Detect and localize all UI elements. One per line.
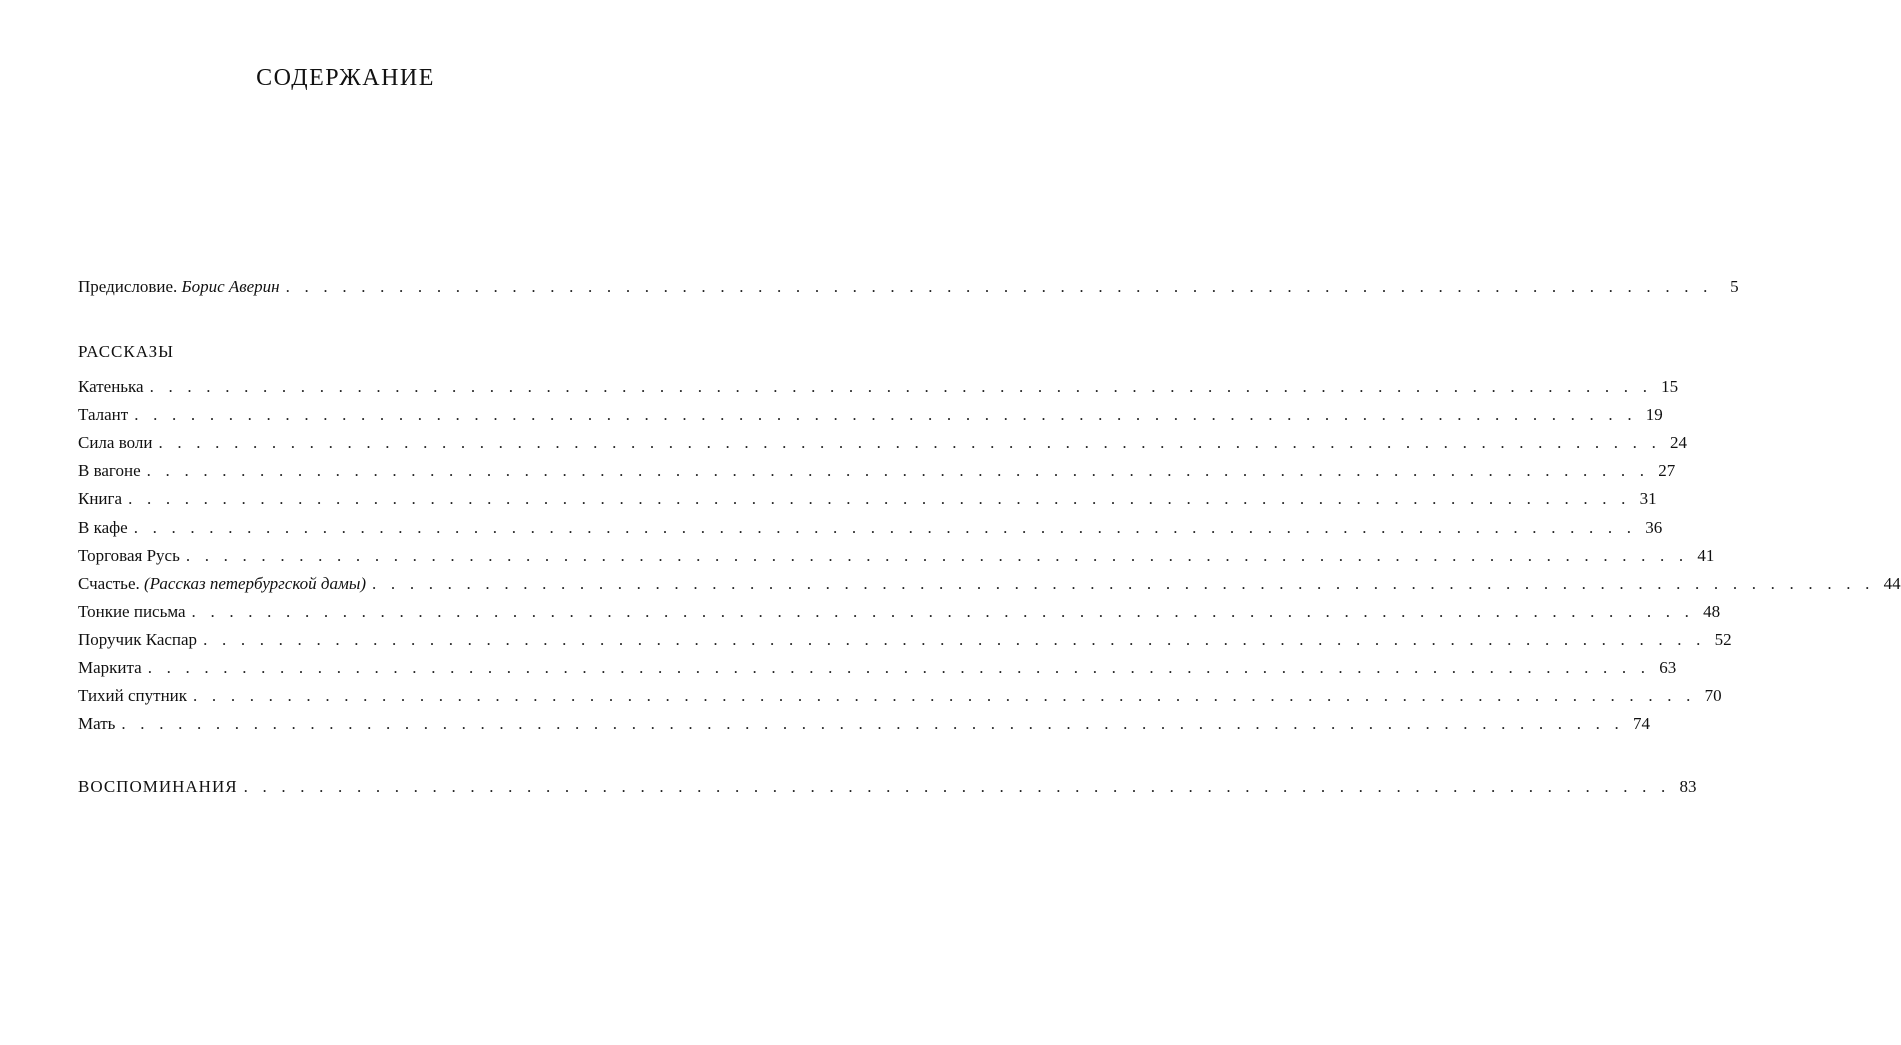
toc-entry-title: Предисловие. xyxy=(78,277,178,296)
toc-entry-title: Торговая Русь xyxy=(78,545,180,565)
toc-entry-story xyxy=(78,544,1715,568)
toc-entry-label xyxy=(78,431,158,455)
toc-entry-page: 19 xyxy=(1645,405,1663,425)
dot-leader: . . . . . . . . . . . . . . . . . . . . . . . . . . . . . . . . . . . . . . . . . . . . . . . . . . . . . . . . . . . . . . . . . . . . . . . . . . . . xyxy=(285,277,1713,296)
toc-entry-story xyxy=(78,487,1657,511)
dot-leader: . . . . . . . . . . . . . . . . . . . . . . . . . . . . . . . . . . . . . . . . . . . . . . . . . . . . . . . . . . . . . . . . . . . . . . . . . . . . . . . . xyxy=(158,433,1662,453)
toc-entry-title: ВОСПОМИНАНИЯ xyxy=(78,777,238,796)
dot-leader: . . . . . . . . . . . . . . . . . . . . . . . . . . . . . . . . . . . . . . . . . . . . . . . . . . . . . . . . . . . . . . . . . . . . . . . . . . . . . . . . xyxy=(128,489,1631,509)
toc-entry-preface xyxy=(78,275,1739,299)
toc-entry-page: 24 xyxy=(1670,433,1688,453)
toc-entry-label xyxy=(78,684,193,708)
toc-entry-story xyxy=(78,600,1721,624)
toc-entry-label xyxy=(78,403,134,427)
toc-entry-title: Сила воли xyxy=(78,433,153,453)
section-heading-stories: РАССКАЗЫ xyxy=(78,342,174,361)
toc-entry-page: 36 xyxy=(1645,517,1663,537)
dot-leader: . . . . . . . . . . . . . . . . . . . . . . . . . . . . . . . . . . . . . . . . . . . . . . . . . . . . . . . . . . . . . . . . . . . . . . . . . . . . . . . . xyxy=(121,714,1624,734)
toc-entry-title: Поручик Каспар xyxy=(78,629,198,649)
toc-entry-label xyxy=(78,572,372,596)
toc-entry-label xyxy=(78,275,286,299)
dot-leader: . . . . . . . . . . . . . . . . . . . . . . . . . . . . . . . . . . . . . . . . . . . . . . . . . . . . . . . . . . . . . . . . . . . . . . . . . . . . . . . . xyxy=(134,405,1637,425)
toc-entry-title: В вагоне xyxy=(78,461,141,481)
toc-entry-page: 48 xyxy=(1703,601,1721,621)
dot-leader: . . . . . . . . . . . . . . . . . . . . . . . . . . . . . . . . . . . . . . . . . . . . . . . . . . . . . . . . . . . . . . . . . . . . . . . . . . . . xyxy=(243,777,1671,796)
toc-entry-story xyxy=(78,572,1901,596)
toc-entry-title: Книга xyxy=(78,489,123,509)
toc-entry-page: 74 xyxy=(1632,714,1650,734)
dot-leader: . . . . . . . . . . . . . . . . . . . . . . . . . . . . . . . . . . . . . . . . . . . . . . . . . . . . . . . . . . . . . . . . . . . . . . . . . . . . . . . . xyxy=(149,377,1653,396)
toc-entry-story xyxy=(78,459,1676,483)
toc-entry-label xyxy=(78,775,244,799)
toc-entry-page: 52 xyxy=(1714,629,1732,649)
toc-entry-page: 70 xyxy=(1704,686,1722,706)
toc-entry-title: В кафе xyxy=(78,517,128,537)
toc-entry-story xyxy=(78,712,1650,736)
toc-entry-page: 44 xyxy=(1883,573,1901,593)
toc-entry-label xyxy=(78,516,134,540)
toc-entry-author: Борис Аверин xyxy=(181,277,280,296)
toc-entry-title: Катенька xyxy=(78,377,144,396)
dot-leader: . . . . . . . . . . . . . . . . . . . . . . . . . . . . . . . . . . . . . . . . . . . . . . . . . . . . . . . . . . . . . . . . . . . . . . . . . . . . . . . . xyxy=(185,545,1689,565)
dot-leader: . . . . . . . . . . . . . . . . . . . . . . . . . . . . . . . . . . . . . . . . . . . . . . . . . . . . . . . . . . . . . . . . . . . . . . . . . . . . . . . . xyxy=(193,686,1696,706)
toc-entry-title: Тонкие письма xyxy=(78,601,186,621)
dot-leader: . . . . . . . . . . . . . . . . . . . . . . . . . . . . . . . . . . . . . . . . . . . . . . . . . . . . . . . . . . . . . . . . . . . . . . . . . . . . . . . . xyxy=(133,517,1637,537)
toc-entry-page: 5 xyxy=(1730,277,1739,296)
dot-leader: . . . . . . . . . . . . . . . . . . . . . . . . . . . . . . . . . . . . . . . . . . . . . . . . . . . . . . . . . . . . . . . . . . . . . . . . . . . . . . . . xyxy=(191,601,1695,621)
toc-entry-page: 31 xyxy=(1639,489,1657,509)
dot-leader: . . . . . . . . . . . . . . . . . . . . . . . . . . . . . . . . . . . . . . . . . . . . . . . . . . . . . . . . . . . . . . . . . . . . . . . . . . . . . . . . xyxy=(372,573,1875,593)
toc-entry-title: Талант xyxy=(78,405,129,425)
toc-entry-story xyxy=(78,628,1732,652)
dot-leader: . . . . . . . . . . . . . . . . . . . . . . . . . . . . . . . . . . . . . . . . . . . . . . . . . . . . . . . . . . . . . . . . . . . . . . . . . . . . . . . . xyxy=(147,658,1651,677)
toc-entry-page: 83 xyxy=(1679,777,1697,796)
toc-entry-title: Мать xyxy=(78,714,116,734)
toc-entry-story xyxy=(78,656,1677,680)
toc-entry-label xyxy=(78,544,186,568)
toc-entry-story xyxy=(78,516,1663,540)
toc-entry-page: 63 xyxy=(1659,658,1677,677)
toc-entry-story xyxy=(78,403,1663,427)
toc-entry-page: 27 xyxy=(1658,461,1676,481)
toc-entry-page: 41 xyxy=(1697,545,1715,565)
toc-entry-label xyxy=(78,459,147,483)
dot-leader: . . . . . . . . . . . . . . . . . . . . . . . . . . . . . . . . . . . . . . . . . . . . . . . . . . . . . . . . . . . . . . . . . . . . . . . . . . . . . . . . xyxy=(203,629,1706,649)
toc-entry-memoirs xyxy=(78,775,1697,799)
toc-entry-label xyxy=(78,487,128,511)
toc-entry-title: Тихий спутник xyxy=(78,686,188,706)
page-title: СОДЕРЖАНИЕ xyxy=(256,65,435,91)
toc-entry-title: Маркита xyxy=(78,658,142,677)
toc-entry-story xyxy=(78,375,1679,399)
dot-leader: . . . . . . . . . . . . . . . . . . . . . . . . . . . . . . . . . . . . . . . . . . . . . . . . . . . . . . . . . . . . . . . . . . . . . . . . . . . . . . . . xyxy=(146,461,1650,481)
toc-entry-title: Счастье. xyxy=(78,573,140,593)
toc-entry-label xyxy=(78,628,203,652)
toc-entry-label xyxy=(78,600,192,624)
toc-entry-label xyxy=(78,375,150,399)
toc-entry-page: 15 xyxy=(1661,377,1679,396)
toc-entry-story xyxy=(78,431,1688,455)
toc-entry-label xyxy=(78,712,121,736)
toc-entry-subtitle: (Рассказ петербургской дамы) xyxy=(143,573,367,593)
toc-entry-story xyxy=(78,684,1722,708)
toc-entry-label xyxy=(78,656,148,680)
